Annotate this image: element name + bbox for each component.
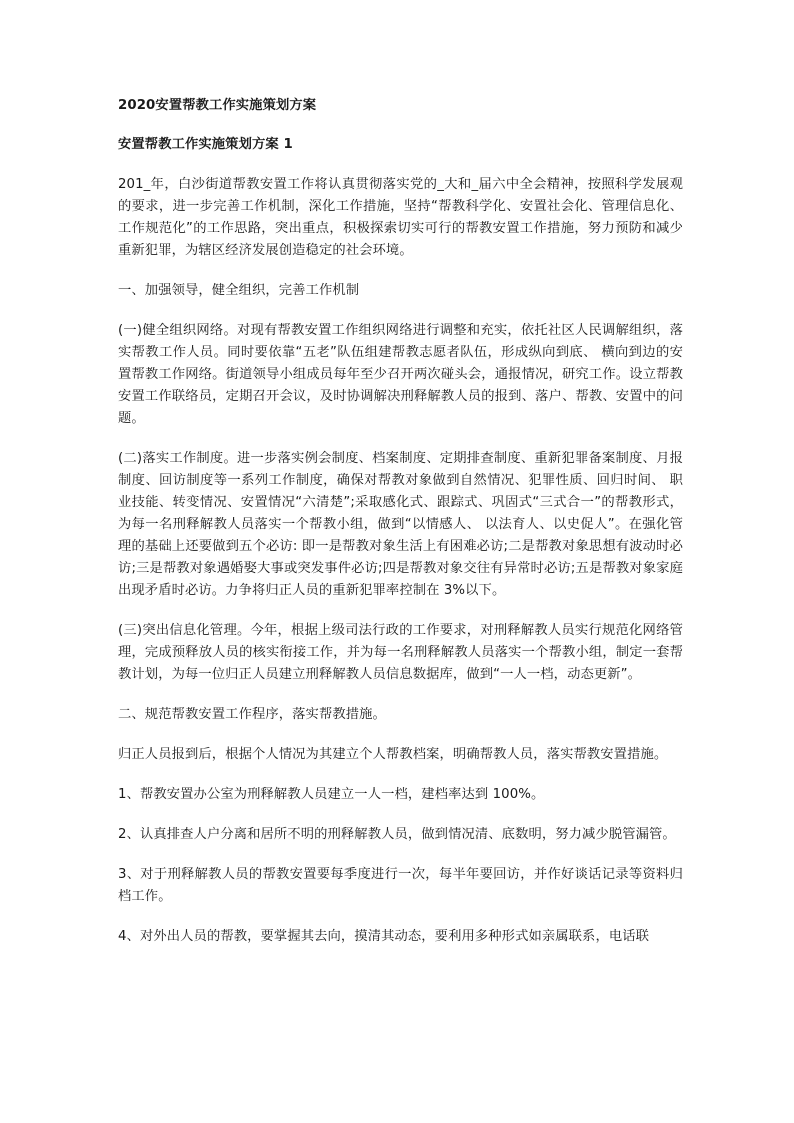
list-item-1: 1、帮教安置办公室为刑释解教人员建立一人一档，建档率达到 100%。 [118, 787, 545, 802]
paragraph-information-management: (三)突出信息化管理。今年，根据上级司法行政的工作要求，对刑释解教人员实行规范化网络管理，完成预释放人员的核实衔接工作，并为每一名刑释解教人员落实一个帮教小组，制定一套帮教计划，为每一位归正人员建立刑释解教人员信息数据库，做到“一人一档，动态更新”。 [118, 623, 683, 682]
paragraph-registration: 归正人员报到后，根据个人情况为其建立个人帮教档案，明确帮教人员，落实帮教安置措施。 [118, 747, 668, 762]
paragraph-work-system: (二)落实工作制度。进一步落实例会制度、档案制度、定期排查制度、重新犯罪备案制度、月报制度、回访制度等一系列工作制度，确保对帮教对象做到自然情况、犯罪性质、回归时间、 职业技能、转变情况、安置情况“六清楚”;采取感化式、跟踪式、巩固式“三式合一”的帮教形式，为每一名刑释解教人员落实一个帮教小组，做到“以情感人、 以法育人、以史促人”。在强化管理的基础上还要做到五个必访: 即一是帮教对象生活上有困难必访;二是帮教对象思想有波动时必访;三是帮教对象遇婚娶大事或突发事件必访;四是帮教对象交往有异常时必访;五是帮教对象家庭出现矛盾时必访。力争将归正人员的重新犯罪率控制在 3%以下。 [118, 451, 683, 598]
list-item-3: 3、对于刑释解教人员的帮教安置要每季度进行一次，每半年要回访，并作好谈话记录等资料归档工作。 [118, 867, 683, 904]
section-heading-2: 二、规范帮教安置工作程序，落实帮教措施。 [118, 707, 386, 722]
list-item-4: 4、对外出人员的帮教，要掌握其去向，摸清其动态，要利用多种形式如亲属联系，电话联 [118, 929, 650, 944]
document-title: 2020安置帮教工作实施策划方案 [118, 98, 317, 113]
paragraph-organization-network: (一)健全组织网络。对现有帮教安置工作组织网络进行调整和充实，依托社区人民调解组织，落实帮教工作人员。同时要依靠“五老”队伍组建帮教志愿者队伍，形成纵向到底、 横向到边的安置帮教工作网络。街道领导小组成员每年至少召开两次碰头会，通报情况，研究工作。设立帮教安置工作联络员，定期召开会议，及时协调解决刑释解教人员的报到、落户、帮教、安置中的问题。 [118, 323, 683, 426]
section-heading-1: 一、加强领导，健全组织，完善工作机制 [118, 283, 360, 298]
document-page [118, 95, 683, 966]
list-item-2: 2、认真排查人户分离和居所不明的刑释解教人员，做到情况清、底数明，努力减少脱管漏管。 [118, 827, 676, 842]
paragraph-intro: 201_年，白沙街道帮教安置工作将认真贯彻落实党的_大和_届六中全会精神，按照科学发展观的要求，进一步完善工作机制，深化工作措施，坚持“帮教科学化、安置社会化、管理信息化、工作规范化”的工作思路，突出重点，积极探索切实可行的帮教安置工作措施，努力预防和减少重新犯罪，为辖区经济发展创造稳定的社会环境。 [118, 177, 683, 258]
document-subtitle: 安置帮教工作实施策划方案 1 [118, 137, 293, 152]
